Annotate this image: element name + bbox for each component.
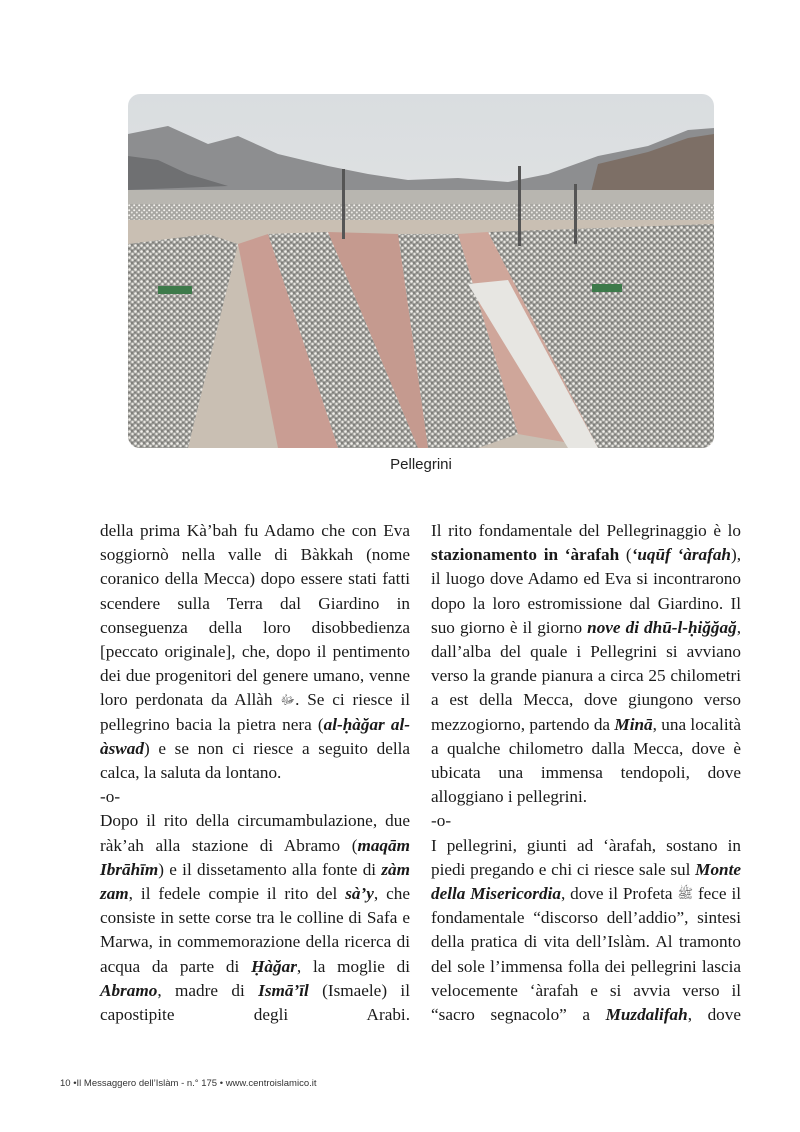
text-span: Dopo il rito della circumambulazione, due ràk’ah alla stazione di Abramo ( <box>100 811 410 855</box>
emphasis: Abramo <box>100 980 158 1000</box>
text-span: , una località a qualche chilometro dalla Mecca, dove è ubicata una immensa tendopoli, dove alloggiano i pellegrini. <box>431 714 741 807</box>
text-span: , dall’alba del quale i Pellegrini si avviano verso la grande pianura a circa 25 chilometri a est della Mecca, dove giungono verso mezzogiorno, partendo da <box>431 617 741 734</box>
page-footer: 10 •Il Messaggero dell’Islàm - n.° 175 • www.centroislamico.it <box>60 1078 317 1089</box>
text-span: (Ismaele) il capostipite degli Arabi. <box>100 980 410 1025</box>
text-span: , dove il Profeta <box>560 884 678 904</box>
emphasis: ‘uqūf ‘àrafah <box>631 545 731 565</box>
pilgrims-photo <box>128 94 714 448</box>
text-span: ), il luogo dove Adamo ed Eva si incontrarono dopo la loro estromissione dal Giardino. Il suo giorno è il giorno <box>431 545 742 637</box>
separator: -o- <box>431 811 452 831</box>
text-span: , la moglie di <box>296 956 410 976</box>
emphasis: Minā <box>614 714 653 734</box>
text-span: fece il fondamentale “discorso dell’addio”, sintesi della pratica di vita dell’Islàm. Al tramonto del sole l’immensa folla dei pellegrini lascia velocemente ‘àrafah e si avvia verso il “sacro segnacolo” a <box>431 884 741 1025</box>
blessing-symbol: ﷻ <box>280 692 296 708</box>
text-span: ) e se non ci riesce a seguito della calca, la saluta da lontano. <box>100 738 410 783</box>
left-column <box>100 519 410 1027</box>
emphasis: Monte della Misericordia <box>431 859 741 904</box>
emphasis: sà’y <box>345 884 374 904</box>
emphasis: al-ḥàğar al-àswad <box>100 714 411 758</box>
photo-caption: Pellegrini <box>390 456 452 473</box>
emphasis: zàm zam <box>100 859 410 904</box>
left-paragraph-2 <box>100 809 410 1027</box>
text-span: ) e il dissetamento alla fonte di <box>158 859 382 879</box>
right-paragraph-2 <box>431 834 741 1028</box>
text-span: , dove <box>687 1005 741 1025</box>
text-span: , il fedele compie il rito del <box>128 884 346 904</box>
text-span: della prima Kà’bah fu Adamo che con Eva soggiornò nella valle di Bàkkah (nome coranico della Mecca) dopo essere stati fatti scendere sulla Terra dal Giardino in conseguenza della loro disobbedienza [peccato originale], che, dopo il pentimento dei due progenitori del genere umano, venne loro perdonata da Allàh <box>100 521 410 710</box>
left-paragraph-1 <box>100 519 410 785</box>
emphasis: nove di dhū-l-ḥiğğağ <box>587 617 737 637</box>
emphasis: stazionamento in ‘àrafah <box>431 545 620 565</box>
blessing-symbol: ﷺ <box>677 886 694 902</box>
emphasis: Muzdalifah <box>605 1005 688 1025</box>
text-span: ( <box>619 545 632 565</box>
text-span: I pellegrini, giunti ad ‘àrafah, sostano in piedi pregando e chi ci riesce sale sul <box>431 835 741 879</box>
text-span: Il rito fondamentale del Pellegrinaggio è lo <box>431 521 741 540</box>
separator: -o- <box>100 787 121 807</box>
emphasis: Ismā’īl <box>258 980 309 1000</box>
right-paragraph-1 <box>431 519 741 809</box>
text-span: , madre di <box>157 980 259 1000</box>
emphasis: maqām Ibrāhīm <box>100 835 410 879</box>
text-span: . Se ci riesce il pellegrino bacia la pietra nera ( <box>100 690 411 734</box>
right-column <box>431 519 741 1027</box>
emphasis: Ḥàğar <box>251 956 297 976</box>
text-span: , che consiste in sette corse tra le colline di Safa e Marwa, in commemorazione della ricerca di acqua da parte di <box>100 884 410 976</box>
